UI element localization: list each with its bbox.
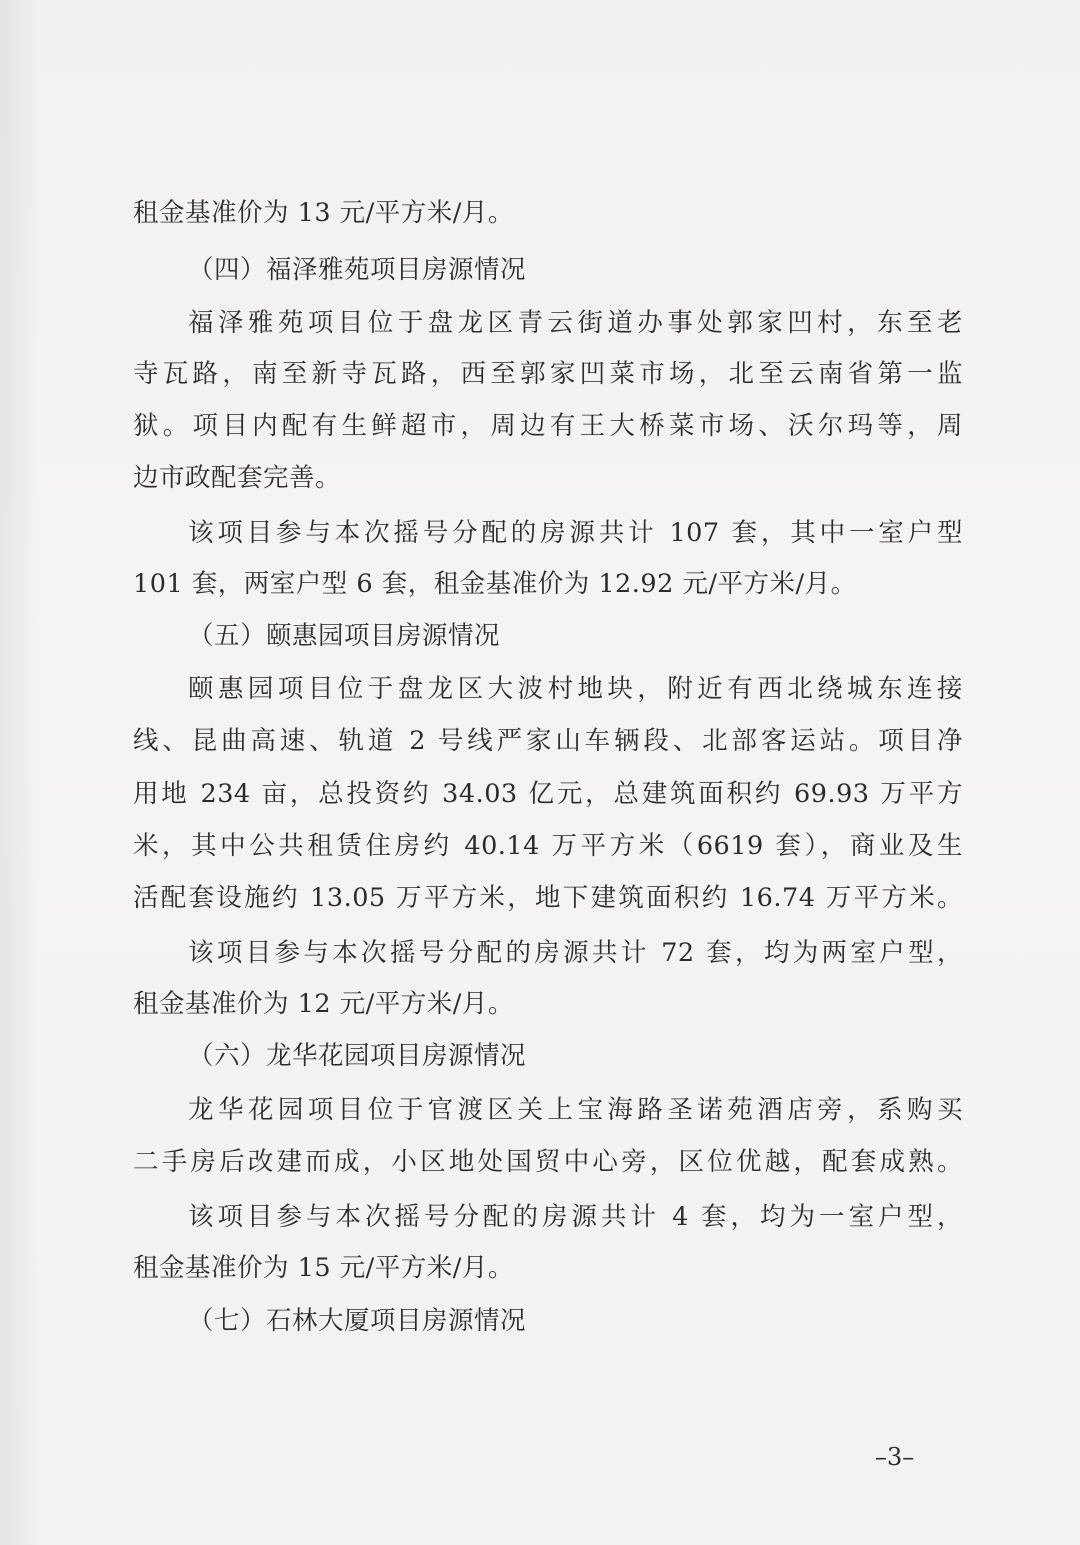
section-heading-6: （六）龙华花园项目房源情况 bbox=[188, 1041, 527, 1071]
text-line-6: 边市政配套完善。 bbox=[133, 463, 342, 493]
text-line-7: 该项目参与本次摇号分配的房源共计 107 套，其中一室户型 bbox=[188, 518, 963, 548]
text-line-3: 福泽雅苑项目位于盘龙区青云街道办事处郭家凹村，东至老 bbox=[188, 308, 963, 338]
text-line-15: 该项目参与本次摇号分配的房源共计 72 套，均为两室户型， bbox=[188, 938, 963, 968]
text-line-14: 活配套设施约 13.05 万平方米，地下建筑面积约 16.74 万平方米。 bbox=[133, 883, 963, 913]
section-heading-5: （五）颐惠园项目房源情况 bbox=[188, 621, 501, 651]
section-heading-7: （七）石林大厦项目房源情况 bbox=[188, 1306, 527, 1336]
text-line-11: 线、昆曲高速、轨道 2 号线严家山车辆段、北部客运站。项目净 bbox=[133, 726, 963, 756]
text-line-5: 狱。项目内配有生鲜超市，周边有王大桥菜市场、沃尔玛等，周 bbox=[133, 411, 963, 441]
text-line-13: 米，其中公共租赁住房约 40.14 万平方米（6619 套），商业及生 bbox=[133, 831, 963, 861]
text-line-21: 租金基准价为 15 元/平方米/月。 bbox=[133, 1253, 514, 1283]
text-line-8: 101 套，两室户型 6 套，租金基准价为 12.92 元/平方米/月。 bbox=[133, 569, 857, 599]
section-heading-4: （四）福泽雅苑项目房源情况 bbox=[188, 255, 527, 285]
page-number: –3– bbox=[875, 1443, 915, 1471]
text-line-10: 颐惠园项目位于盘龙区大波村地块，附近有西北绕城东连接 bbox=[188, 674, 963, 704]
text-line-1: 租金基准价为 13 元/平方米/月。 bbox=[133, 198, 514, 228]
text-line-20: 该项目参与本次摇号分配的房源共计 4 套，均为一室户型， bbox=[188, 1202, 963, 1232]
text-line-4: 寺瓦路，南至新寺瓦路，西至郭家凹菜市场，北至云南省第一监 bbox=[133, 359, 963, 389]
text-line-12: 用地 234 亩，总投资约 34.03 亿元，总建筑面积约 69.93 万平方 bbox=[133, 779, 963, 809]
text-line-16: 租金基准价为 12 元/平方米/月。 bbox=[133, 989, 514, 1019]
text-line-19: 二手房后改建而成，小区地处国贸中心旁，区位优越，配套成熟。 bbox=[133, 1147, 963, 1177]
text-line-18: 龙华花园项目位于官渡区关上宝海路圣诺苑酒店旁，系购买 bbox=[188, 1095, 963, 1125]
